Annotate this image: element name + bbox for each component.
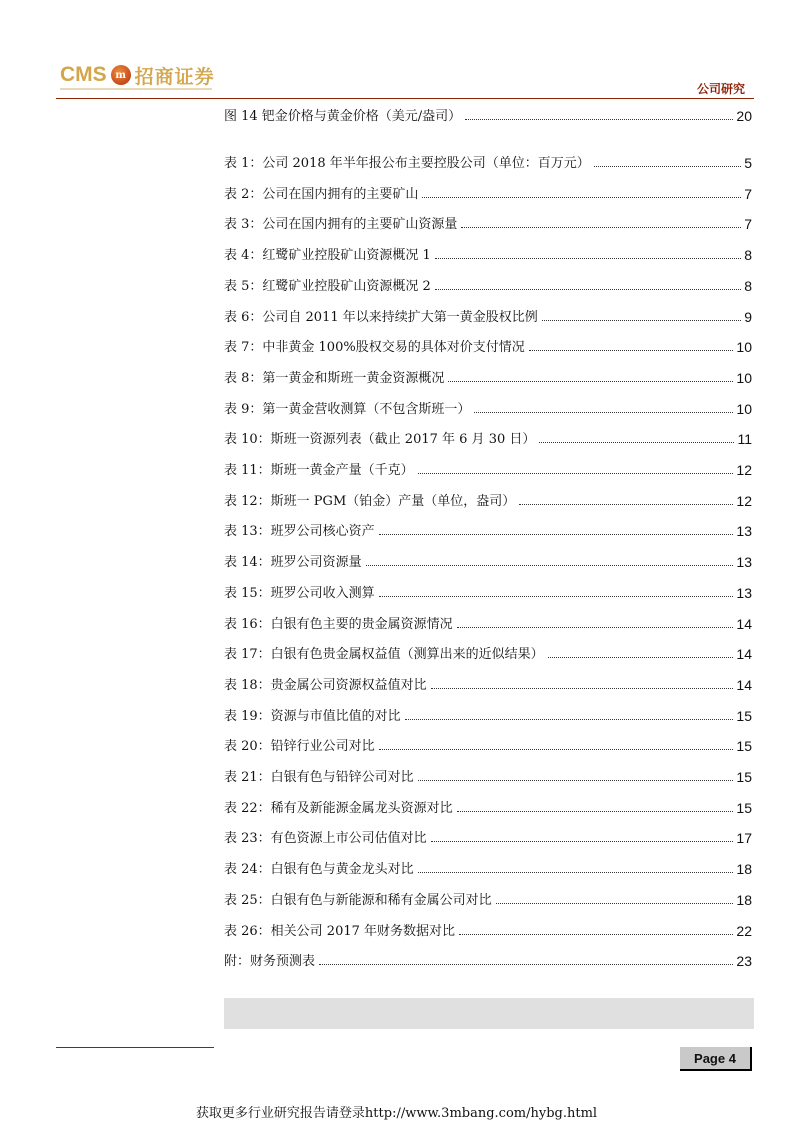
toc-entry-label: 表 23：有色资源上市公司估值对比 — [224, 831, 427, 847]
toc-entry-page: 10 — [736, 369, 752, 386]
toc-entry[interactable] — [224, 552, 752, 570]
toc-leader-dots — [431, 841, 734, 842]
page-number-badge: Page 4 — [680, 1047, 752, 1071]
toc-entry[interactable] — [224, 767, 752, 785]
toc-entry-label: 表 15：班罗公司收入测算 — [224, 585, 375, 601]
toc-entry-page: 15 — [736, 799, 752, 816]
toc-entry-label: 表 3：公司在国内拥有的主要矿山资源量 — [224, 217, 458, 233]
toc-leader-dots — [379, 596, 734, 597]
grey-banner — [224, 998, 754, 1029]
toc-entry-label: 表 8：第一黄金和斯班一黄金资源概况 — [224, 370, 445, 386]
toc-entry[interactable] — [224, 184, 752, 202]
toc-entry-label: 表 10：斯班一资源列表（截止 2017 年 6 月 30 日） — [224, 432, 536, 448]
toc-leader-dots — [366, 565, 734, 566]
toc-entry[interactable] — [224, 614, 752, 632]
toc-entry-label: 表 5：红鹭矿业控股矿山资源概况 2 — [224, 278, 431, 294]
toc-entry[interactable] — [224, 736, 752, 754]
toc-entry-label: 表 20：铅锌行业公司对比 — [224, 739, 375, 755]
toc-entry-page: 15 — [736, 738, 752, 755]
toc-entry[interactable] — [224, 828, 752, 846]
toc-entry-page: 14 — [736, 615, 752, 632]
toc-entry[interactable] — [224, 798, 752, 816]
toc-leader-dots — [435, 289, 741, 290]
promo-link-text[interactable]: 获取更多行业研究报告请登录http://www.3mbang.com/hybg.html — [195, 1106, 598, 1121]
toc-entry[interactable] — [224, 521, 752, 539]
toc-entry-page: 22 — [736, 922, 752, 939]
toc-entry-page: 8 — [744, 277, 752, 294]
toc-entry-page: 10 — [736, 400, 752, 417]
toc-leader-dots — [459, 934, 733, 935]
toc-entry-label: 表 9：第一黄金营收测算（不包含斯班一） — [224, 401, 471, 417]
toc-entry-page: 7 — [744, 185, 752, 202]
toc-entry-label: 表 24：白银有色与黄金龙头对比 — [224, 862, 414, 878]
toc-entry-label: 表 4：红鹭矿业控股矿山资源概况 1 — [224, 248, 431, 264]
logo-chinese: 招商证券 — [134, 65, 215, 88]
toc-entry-label: 附：财务预测表 — [224, 954, 316, 970]
toc-entry-page: 20 — [736, 108, 752, 124]
toc-entry-page: 14 — [736, 676, 752, 693]
toc-entry[interactable] — [224, 859, 752, 877]
toc-entry[interactable] — [224, 214, 752, 232]
toc-leader-dots — [594, 166, 741, 167]
toc-entry-page: 14 — [736, 646, 752, 663]
toc-leader-dots — [405, 719, 734, 720]
footer-divider — [56, 1047, 214, 1048]
toc-entry-label: 表 1：公司 2018 年半年报公布主要控股公司（单位：百万元） — [224, 156, 590, 171]
toc-leader-dots — [461, 227, 741, 228]
toc-entry[interactable] — [224, 951, 752, 969]
toc-entry[interactable] — [224, 153, 752, 171]
toc-entry-page: 5 — [744, 155, 752, 171]
logo-emblem-icon: m — [111, 65, 131, 85]
toc-entry[interactable] — [224, 307, 752, 325]
toc-leader-dots — [474, 412, 733, 413]
toc-entry[interactable] — [224, 890, 752, 908]
toc-leader-dots — [418, 780, 734, 781]
toc-entry-page: 10 — [736, 339, 752, 356]
toc-entry[interactable] — [224, 583, 752, 601]
toc-entry-label: 表 17：白银有色贵金属权益值（测算出来的近似结果） — [224, 647, 544, 663]
toc-entry[interactable] — [224, 706, 752, 724]
toc-entry-label: 图 14 钯金价格与黄金价格（美元/盎司） — [224, 109, 462, 124]
toc-entry-label: 表 13：班罗公司核心资产 — [224, 524, 375, 540]
toc-entry-label: 表 22：稀有及新能源金属龙头资源对比 — [224, 800, 453, 816]
toc-entry[interactable] — [224, 399, 752, 417]
toc-entry-page: 8 — [744, 247, 752, 264]
toc-entry-label: 表 12：斯班一 PGM（铂金）产量（单位，盎司） — [224, 493, 516, 509]
toc-entry-page: 13 — [736, 523, 752, 540]
toc-entry[interactable] — [224, 429, 752, 447]
toc-leader-dots — [379, 534, 734, 535]
toc-entry-label: 表 6：公司自 2011 年以来持续扩大第一黄金股权比例 — [224, 309, 538, 325]
header-divider — [56, 98, 754, 99]
toc-entry[interactable] — [224, 337, 752, 355]
toc-entry-label: 表 25：白银有色与新能源和稀有金属公司对比 — [224, 892, 492, 908]
toc-entry[interactable] — [224, 106, 752, 124]
toc-entry-label: 表 16：白银有色主要的贵金属资源情况 — [224, 616, 453, 632]
toc-leader-dots — [448, 381, 733, 382]
toc-leader-dots — [539, 442, 734, 443]
toc-entry-page: 12 — [736, 462, 752, 478]
toc-entry[interactable] — [224, 644, 752, 662]
toc-entry-page: 12 — [736, 492, 752, 509]
toc-entry-page: 9 — [744, 308, 752, 325]
toc-leader-dots — [496, 903, 734, 904]
toc-leader-dots — [418, 473, 734, 474]
toc-entry-label: 表 18：贵金属公司资源权益值对比 — [224, 677, 427, 693]
logo-underline — [60, 88, 212, 90]
toc-entry-page: 23 — [736, 953, 752, 970]
toc-entry[interactable] — [224, 491, 752, 509]
logo-latin: CMS — [60, 63, 107, 86]
toc-entry-label: 表 26：相关公司 2017 年财务数据对比 — [224, 923, 456, 939]
toc-leader-dots — [542, 320, 741, 321]
toc-entry[interactable] — [224, 368, 752, 386]
toc-leader-dots — [548, 657, 734, 658]
toc-leader-dots — [529, 350, 734, 351]
toc-entry-page: 18 — [736, 861, 752, 878]
toc-entry-label: 表 19：资源与市值比值的对比 — [224, 708, 401, 724]
toc-leader-dots — [319, 964, 733, 965]
toc-leader-dots — [465, 119, 733, 120]
toc-leader-dots — [422, 197, 741, 198]
toc-leader-dots — [431, 688, 734, 689]
toc-entry-label: 表 21：白银有色与铅锌公司对比 — [224, 770, 414, 785]
toc-entry[interactable] — [224, 245, 752, 263]
toc-entry-label: 表 14：班罗公司资源量 — [224, 555, 362, 571]
toc-entry-page: 15 — [736, 707, 752, 724]
toc-entry-page: 11 — [737, 431, 752, 448]
toc-leader-dots — [457, 811, 734, 812]
toc-entry-page: 18 — [736, 891, 752, 908]
toc-entry-label: 表 11：斯班一黄金产量（千克） — [224, 463, 414, 478]
toc-entry-page: 13 — [736, 584, 752, 601]
toc-leader-dots — [418, 872, 734, 873]
toc-leader-dots — [519, 504, 733, 505]
toc-entry-label: 表 2：公司在国内拥有的主要矿山 — [224, 186, 419, 202]
toc-entry-page: 13 — [736, 554, 752, 571]
toc-leader-dots — [435, 258, 741, 259]
toc-entry[interactable] — [224, 675, 752, 693]
toc-entry[interactable] — [224, 276, 752, 294]
toc-leader-dots — [379, 749, 734, 750]
section-label: 公司研究 — [696, 82, 745, 96]
toc-entry-page: 17 — [736, 830, 752, 847]
toc-entry[interactable] — [224, 460, 752, 478]
toc-leader-dots — [457, 627, 734, 628]
toc-entry-label: 表 7：中非黄金 100%股权交易的具体对价支付情况 — [224, 340, 525, 356]
toc-entry[interactable] — [224, 921, 752, 939]
company-logo — [60, 60, 215, 90]
toc-entry-page: 15 — [736, 769, 752, 785]
toc-entry-page: 7 — [744, 216, 752, 233]
